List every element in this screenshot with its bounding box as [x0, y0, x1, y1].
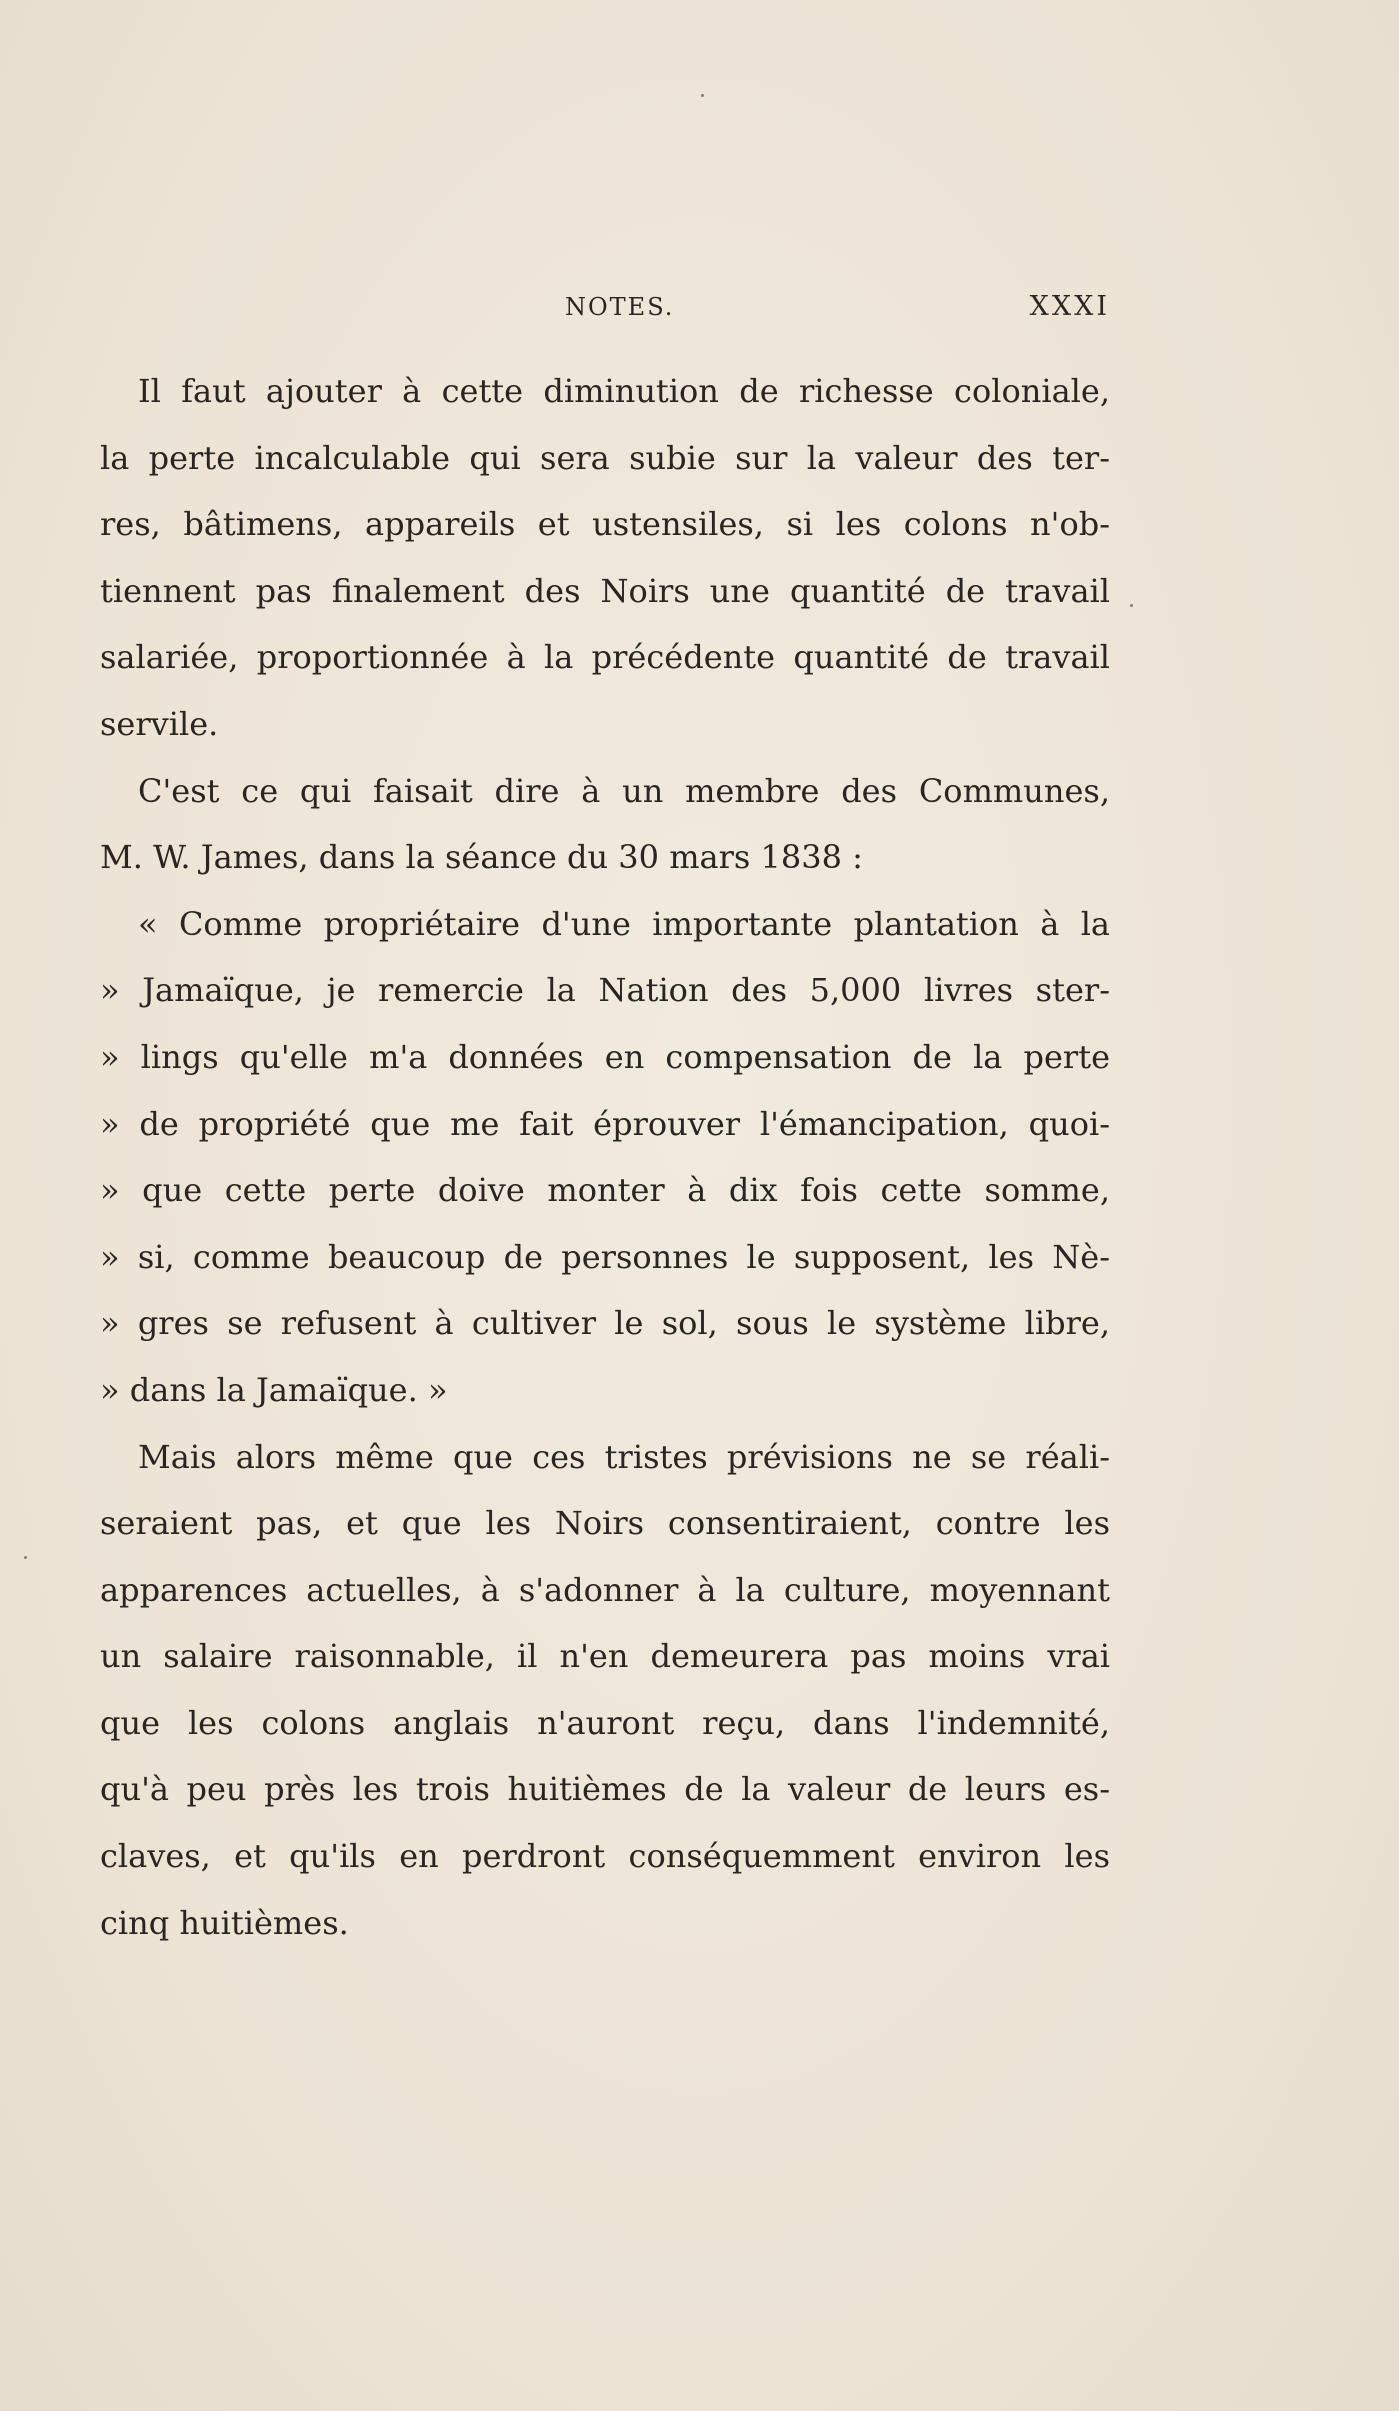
- quote-line: » de propriété que me fait éprouver l'émancipation, quoi-: [100, 1104, 1110, 1143]
- text-line: M. W. James, dans la séance du 30 mars 1838 :: [100, 838, 863, 877]
- paper-speck: [1130, 604, 1133, 607]
- quote-line: » si, comme beaucoup de personnes le supposent, les Nè-: [100, 1237, 1110, 1276]
- quote-line: » Jamaïque, je remercie la Nation des 5,000 livres ster-: [100, 971, 1110, 1010]
- text-line: Mais alors même que ces tristes prévisions ne se réali-: [138, 1437, 1110, 1476]
- quote-line: » gres se refusent à cultiver le sol, sous le système libre,: [100, 1304, 1110, 1343]
- text-line: seraient pas, et que les Noirs consentiraient, contre les: [100, 1504, 1110, 1543]
- text-line: la perte incalculable qui sera subie sur la valeur des ter-: [100, 438, 1110, 477]
- quote-line: » lings qu'elle m'a données en compensation de la perte: [100, 1037, 1110, 1076]
- text-line: Il faut ajouter à cette diminution de richesse coloniale,: [138, 372, 1110, 410]
- running-title: NOTES.: [565, 293, 675, 321]
- body-text: [100, 358, 1110, 1956]
- running-head: [100, 287, 1110, 327]
- paper-speck: [24, 1556, 27, 1559]
- quote-line: « Comme propriétaire d'une importante plantation à la: [138, 904, 1110, 943]
- text-line: cinq huitièmes.: [100, 1903, 349, 1942]
- text-line: C'est ce qui faisait dire à un membre des Communes,: [138, 771, 1110, 810]
- text-line: tiennent pas finalement des Noirs une quantité de travail: [100, 571, 1110, 610]
- page-number: XXXI: [1029, 291, 1110, 322]
- text-line: qu'à peu près les trois huitièmes de la valeur de leurs es-: [100, 1770, 1110, 1809]
- text-line: servile.: [100, 704, 219, 743]
- text-line: que les colons anglais n'auront reçu, dans l'indemnité,: [100, 1703, 1110, 1742]
- text-line: un salaire raisonnable, il n'en demeurera pas moins vrai: [100, 1637, 1110, 1676]
- text-line: salariée, proportionnée à la précédente quantité de travail: [100, 638, 1110, 677]
- quote-line: » dans la Jamaïque. »: [100, 1370, 448, 1409]
- text-line: res, bâtimens, appareils et ustensiles, si les colons n'ob-: [100, 505, 1110, 544]
- text-line: claves, et qu'ils en perdront conséquemment environ les: [100, 1837, 1110, 1876]
- quote-line: » que cette perte doive monter à dix fois cette somme,: [100, 1171, 1110, 1210]
- paper-speck: [701, 94, 704, 97]
- text-line: apparences actuelles, à s'adonner à la culture, moyennant: [100, 1570, 1110, 1609]
